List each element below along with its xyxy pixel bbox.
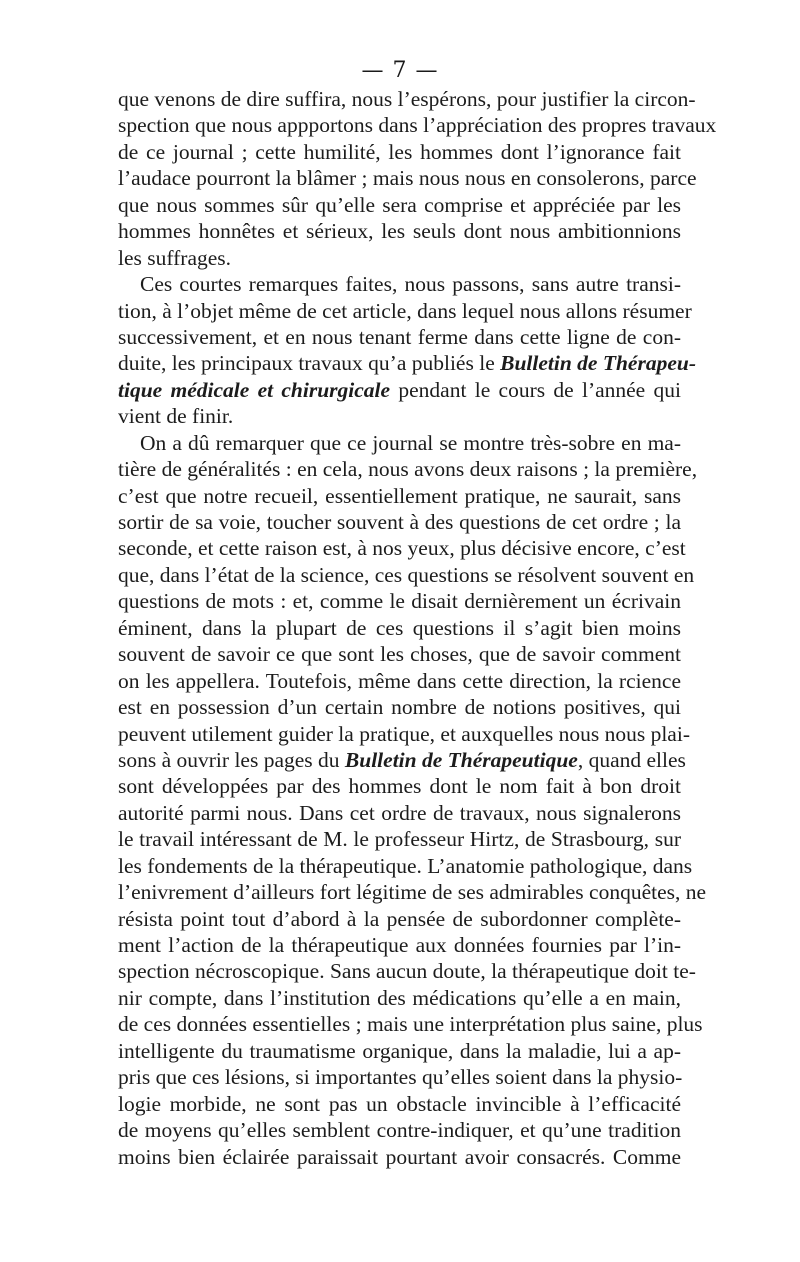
- text-line: [118, 350, 697, 376]
- text-segment: duite, les principaux travaux qu’a publiés le: [118, 351, 501, 376]
- text-line: [118, 324, 681, 350]
- text-segment: tière de généralités : en cela, nous avons deux raisons ; la première,: [118, 457, 698, 482]
- text-line: [118, 535, 686, 561]
- text-segment: les fondements de la thérapeutique. L’anatomie pathologique, dans: [118, 853, 693, 878]
- text-line: [118, 245, 681, 271]
- text-segment: que nous sommes sûr qu’elle sera comprise et appréciée par les: [118, 192, 681, 217]
- text-segment: souvent de savoir ce que sont les choses, que de savoir comment: [118, 642, 681, 667]
- text-segment: de moyens qu’elles semblent contre-indiquer, et qu’une tradition: [118, 1118, 681, 1143]
- text-segment: questions de mots : et, comme le disait dernièrement un écrivain: [118, 589, 681, 614]
- text-segment: sons à ouvrir les pages du: [118, 747, 345, 772]
- text-segment: hommes honnêtes et sérieux, les seuls dont nous ambitionnions: [118, 219, 681, 244]
- text-segment: de ces données essentielles ; mais une interprétation plus saine, plus: [118, 1012, 703, 1037]
- text-line: [118, 377, 681, 403]
- text-line: [118, 773, 681, 799]
- text-segment: On a dû remarquer que ce journal se montre très-sobre en ma-: [140, 430, 681, 455]
- text-segment: intelligente du traumatisme organique, dans la maladie, lui a ap-: [118, 1038, 681, 1063]
- text-segment: que venons de dire suffira, nous l’espérons, pour justifier la circon-: [118, 87, 696, 111]
- text-line: [118, 906, 681, 932]
- text-segment: peuvent utilement guider la pratique, et auxquelles nous nous plai-: [118, 721, 690, 746]
- text-line: [118, 86, 696, 112]
- text-line: [118, 483, 681, 509]
- text-line: [118, 932, 681, 958]
- italic-title: Bulletin de Thérapeu-: [500, 351, 697, 376]
- text-line: [118, 218, 681, 244]
- text-line: [118, 853, 693, 879]
- text-line: [118, 139, 681, 165]
- text-line: [118, 403, 681, 429]
- text-segment: moins bien éclairée paraissait pourtant avoir consacrés. Comme: [118, 1144, 681, 1169]
- text-segment: les suffrages.: [118, 245, 232, 270]
- text-segment: Ces courtes remarques faites, nous passons, sans autre transi-: [140, 272, 681, 297]
- text-line: [118, 694, 681, 720]
- text-segment: tion, à l’objet même de cet article, dans lequel nous allons résumer: [118, 298, 692, 323]
- italic-title: tique médicale et chirurgicale: [118, 377, 391, 402]
- text-line: [118, 641, 681, 667]
- text-line: [118, 1117, 681, 1143]
- text-segment: spection nécroscopique. Sans aucun doute, la thérapeutique doit te-: [118, 959, 696, 984]
- text-segment: de ce journal ; cette humilité, les hommes dont l’ignorance fait: [118, 139, 681, 164]
- text-segment: éminent, dans la plupart de ces questions il s’agit bien moins: [118, 615, 681, 640]
- text-line: [118, 668, 681, 694]
- text-segment: résista point tout d’abord à la pensée de subordonner complète-: [118, 906, 681, 931]
- text-segment: on les appellera. Toutefois, même dans cette direction, la rcience: [118, 668, 681, 693]
- text-segment: c’est que notre recueil, essentiellement pratique, ne saurait, sans: [118, 483, 681, 508]
- text-line: [118, 721, 690, 747]
- text-line: [118, 800, 681, 826]
- text-segment: nir compte, dans l’institution des médications qu’elle a en main,: [118, 985, 681, 1010]
- text-line: [118, 112, 717, 138]
- text-segment: l’enivrement d’ailleurs fort légitime de ses admirables conquêtes, ne: [118, 880, 707, 905]
- text-line: [118, 615, 681, 641]
- text-line: [118, 298, 692, 324]
- text-segment: le travail intéressant de M. le professeur Hirtz, de Strasbourg, sur: [118, 827, 681, 852]
- text-line: [118, 271, 681, 297]
- text-segment: seconde, et cette raison est, à nos yeux, plus décisive encore, c’est: [118, 536, 686, 561]
- text-segment: sortir de sa voie, toucher souvent à des questions de cet ordre ; la: [118, 510, 681, 534]
- body-text: [118, 86, 717, 1170]
- text-line: [118, 509, 681, 535]
- text-line: [118, 1011, 703, 1037]
- text-line: [118, 1144, 681, 1170]
- text-line: [118, 588, 681, 614]
- text-segment: que, dans l’état de la science, ces questions se résolvent souvent en: [118, 562, 695, 587]
- text-segment: spection que nous appportons dans l’appréciation des propres travaux: [118, 113, 717, 138]
- text-line: [118, 879, 707, 905]
- text-line: [118, 958, 696, 984]
- text-segment: autorité parmi nous. Dans cet ordre de travaux, nous signalerons: [118, 800, 681, 825]
- text-line: [118, 430, 681, 456]
- text-segment: l’audace pourront la blâmer ; mais nous nous en consolerons, parce: [118, 166, 697, 191]
- text-line: [118, 562, 695, 588]
- text-line: [118, 456, 698, 482]
- text-line: [118, 1091, 681, 1117]
- text-line: [118, 192, 681, 218]
- italic-title: Bulletin de Thérapeutique: [344, 747, 578, 772]
- text-segment: logie morbide, ne sont pas un obstacle invincible à l’efficacité: [118, 1091, 681, 1116]
- text-segment: pris que ces lésions, si importantes qu’elles soient dans la physio-: [118, 1065, 683, 1090]
- text-line: [118, 747, 686, 773]
- text-line: [118, 985, 681, 1011]
- text-line: [118, 1064, 681, 1090]
- text-segment: est en possession d’un certain nombre de notions positives, qui: [118, 695, 681, 720]
- text-segment: , quand elles: [577, 747, 686, 772]
- text-line: [118, 826, 681, 852]
- text-segment: successivement, et en nous tenant ferme dans cette ligne de con-: [118, 324, 681, 349]
- text-line: [118, 1038, 681, 1064]
- text-segment: pendant le cours de l’année qui: [390, 377, 681, 402]
- text-segment: vient de finir.: [118, 404, 234, 429]
- text-segment: sont développées par des hommes dont le nom fait à bon droit: [118, 774, 681, 799]
- text-segment: ment l’action de la thérapeutique aux données fournies par l’in-: [118, 933, 681, 957]
- text-line: [118, 165, 697, 191]
- page-number: — 7 —: [361, 58, 439, 83]
